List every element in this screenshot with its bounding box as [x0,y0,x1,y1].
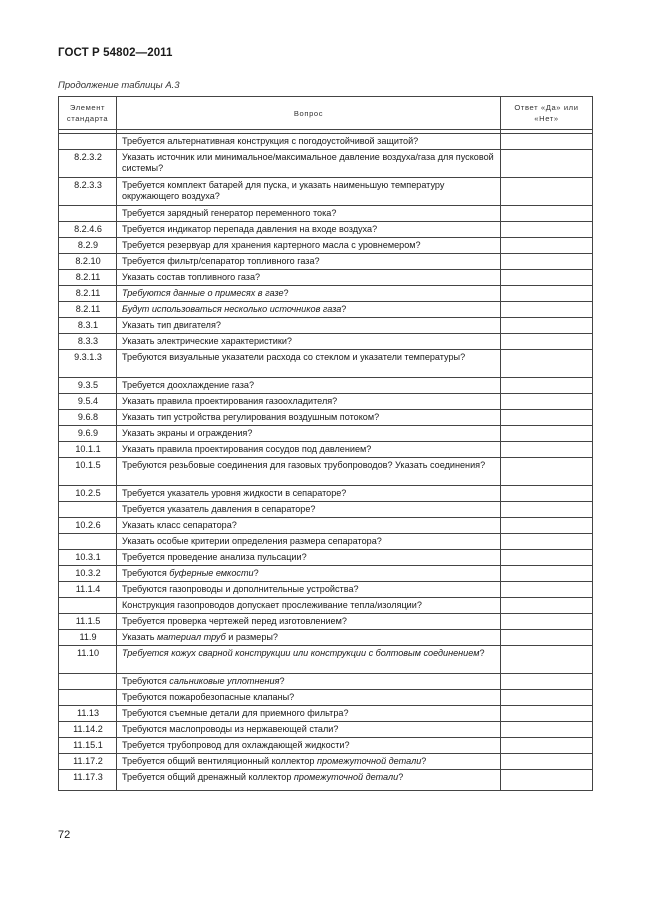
table-row [59,754,593,770]
answer-cell[interactable] [501,426,593,442]
answer-cell[interactable] [501,770,593,791]
answer-cell[interactable] [501,178,593,206]
standard-element-cell: 8.3.3 [59,334,117,350]
question-text: Указать экраны и ограждения? [122,428,253,438]
standard-element-cell: 10.3.2 [59,566,117,582]
question-cell [117,722,501,738]
answer-cell[interactable] [501,318,593,334]
question-text: ? [279,676,285,686]
question-cell [117,286,501,302]
answer-cell[interactable] [501,458,593,486]
question-cell [117,550,501,566]
question-text: Требуется резервуар для хранения картерного масла с уровнемером? [122,240,421,250]
question-text: Указать правила проектирования сосудов под давлением? [122,444,372,454]
standard-element-cell: 8.2.11 [59,286,117,302]
table-row [59,722,593,738]
answer-cell[interactable] [501,550,593,566]
question-text-italic: Требуются данные о примесях в газе [122,288,284,298]
question-text: Указать правила проектирования газоохладителя? [122,396,338,406]
question-text: Требуется указатель давления в сепараторе? [122,504,316,514]
question-cell [117,458,501,486]
answer-cell[interactable] [501,222,593,238]
table-row [59,350,593,378]
standard-element-cell: 11.14.2 [59,722,117,738]
question-cell [117,690,501,706]
question-cell [117,254,501,270]
table-row [59,582,593,598]
question-cell [117,270,501,286]
answer-cell[interactable] [501,238,593,254]
question-text-italic: сальниковые уплотнения [169,676,280,686]
standard-element-cell: 11.9 [59,630,117,646]
table-row [59,598,593,614]
table-row [59,690,593,706]
questions-table [58,96,593,791]
table-caption: Продолжение таблицы А.3 [58,80,180,91]
question-text: Требуется доохлаждение газа? [122,380,255,390]
table-row [59,286,593,302]
question-cell [117,582,501,598]
table-row [59,150,593,178]
question-cell [117,426,501,442]
question-text: Требуются резьбовые соединения для газовых трубопроводов? Указать соединения? [122,460,486,470]
table-row [59,534,593,550]
table-row [59,630,593,646]
table-row [59,674,593,690]
table-row [59,378,593,394]
standard-element-cell: 8.2.11 [59,302,117,318]
question-text: Указать особые критерии определения размера сепаратора? [122,536,382,546]
question-cell [117,350,501,378]
table-row [59,614,593,630]
standard-element-cell: 8.2.11 [59,270,117,286]
answer-cell[interactable] [501,378,593,394]
table-row [59,134,593,150]
question-cell [117,646,501,674]
question-cell [117,614,501,630]
standard-element-cell: 11.17.2 [59,754,117,770]
answer-cell[interactable] [501,534,593,550]
table-row [59,706,593,722]
question-cell [117,566,501,582]
table-row [59,486,593,502]
table-row [59,426,593,442]
question-cell [117,486,501,502]
standard-element-cell: 8.2.10 [59,254,117,270]
standard-element-cell: 8.2.3.3 [59,178,117,206]
question-text-italic: Будут использоваться несколько источников газа [122,304,342,314]
standard-element-cell: 9.5.4 [59,394,117,410]
question-cell [117,534,501,550]
standard-element-cell: 9.6.9 [59,426,117,442]
question-cell [117,674,501,690]
standard-element-cell: 10.1.1 [59,442,117,458]
question-cell [117,178,501,206]
question-text: Требуется зарядный генератор переменного тока? [122,208,337,218]
standard-element-cell [59,502,117,518]
question-cell [117,206,501,222]
table-row [59,770,593,791]
question-text: Требуется комплект батарей для пуска, и указать наименьшую температуру окружающего воздуха? [122,180,445,202]
answer-cell[interactable] [501,706,593,722]
question-text-italic: буферные емкости [169,568,254,578]
question-text: Конструкция газопроводов допускает прослеживание тепла/изоляции? [122,600,422,610]
standard-element-cell: 8.2.4.6 [59,222,117,238]
table-header-row [59,97,593,130]
question-cell [117,770,501,791]
table-row [59,318,593,334]
answer-cell[interactable] [501,254,593,270]
standard-element-cell: 10.2.6 [59,518,117,534]
question-text: Требуется трубопровод для охлаждающей жидкости? [122,740,350,750]
question-cell [117,410,501,426]
table-row [59,458,593,486]
question-text: Указать тип двигателя? [122,320,221,330]
table-row [59,222,593,238]
table-row [59,502,593,518]
question-cell [117,150,501,178]
table-row [59,646,593,674]
question-text: Требуются маслопроводы из нержавеющей стали? [122,724,339,734]
question-text: Требуется фильтр/сепаратор топливного газа? [122,256,320,266]
question-cell [117,754,501,770]
column-header-answer: Ответ «Да» или «Нет» [501,97,593,130]
standard-element-cell: 10.3.1 [59,550,117,566]
answer-cell[interactable] [501,442,593,458]
question-text: Требуется проверка чертежей перед изготовлением? [122,616,347,626]
question-text-italic: материал труб [156,632,226,642]
question-cell [117,302,501,318]
answer-cell[interactable] [501,738,593,754]
question-text: Требуется индикатор перепада давления на входе воздуха? [122,224,378,234]
question-text: Указать электрические характеристики? [122,336,292,346]
question-text: Требуются газопроводы и дополнительные устройства? [122,584,359,594]
question-cell [117,598,501,614]
column-header-element: Элемент стандарта [59,97,117,130]
standard-element-cell: 8.2.3.2 [59,150,117,178]
answer-cell[interactable] [501,350,593,378]
answer-cell[interactable] [501,566,593,582]
question-text: Указать тип устройства регулирования воздушным потоком? [122,412,380,422]
question-cell [117,442,501,458]
question-text: ? [253,568,259,578]
question-text: Требуется проведение анализа пульсации? [122,552,307,562]
question-text: Требуются [122,676,170,686]
table-row [59,550,593,566]
table-row [59,206,593,222]
answer-cell[interactable] [501,502,593,518]
question-text: Требуется указатель уровня жидкости в сепараторе? [122,488,347,498]
answer-cell[interactable] [501,614,593,630]
standard-element-cell [59,134,117,150]
standard-element-cell [59,674,117,690]
question-cell [117,738,501,754]
table-row [59,238,593,254]
table-row [59,302,593,318]
question-cell [117,222,501,238]
question-cell [117,318,501,334]
answer-cell[interactable] [501,582,593,598]
answer-cell[interactable] [501,302,593,318]
table-row [59,394,593,410]
question-text: ? [398,772,404,782]
document-header: ГОСТ Р 54802—2011 [58,47,173,59]
question-text: Требуются [122,568,170,578]
question-text: Требуются съемные детали для приемного фильтра? [122,708,349,718]
table-row [59,518,593,534]
question-text: Требуются визуальные указатели расхода со стеклом и указатели температуры? [122,352,466,362]
standard-element-cell [59,534,117,550]
table-body [59,130,593,791]
table-row [59,178,593,206]
standard-element-cell: 10.1.5 [59,458,117,486]
question-text: Указать [122,632,157,642]
question-cell [117,134,501,150]
column-header-question: Вопрос [117,97,501,130]
table-row [59,738,593,754]
question-cell [117,238,501,254]
question-cell [117,630,501,646]
answer-cell[interactable] [501,598,593,614]
question-cell [117,334,501,350]
standard-element-cell: 11.15.1 [59,738,117,754]
answer-cell[interactable] [501,270,593,286]
standard-element-cell: 8.3.1 [59,318,117,334]
question-cell [117,378,501,394]
question-text: Требуется альтернативная конструкция с погодоустойчивой защитой? [122,136,419,146]
page-number: 72 [58,829,71,841]
question-text-italic: Требуется кожух сварной конструкции или конструкции с болтовым соединением [122,648,480,658]
table-row [59,334,593,350]
question-cell [117,518,501,534]
standard-element-cell: 11.17.3 [59,770,117,791]
question-text: Указать источник или минимальное/максимальное давление воздуха/газа для пусковой системы? [122,152,494,174]
question-cell [117,706,501,722]
answer-cell[interactable] [501,394,593,410]
answer-cell[interactable] [501,518,593,534]
question-text: ? [479,648,485,658]
answer-cell[interactable] [501,334,593,350]
answer-cell[interactable] [501,206,593,222]
standard-element-cell [59,206,117,222]
standard-element-cell: 10.2.5 [59,486,117,502]
question-text: ? [283,288,289,298]
question-text: ? [341,304,347,314]
standard-element-cell [59,690,117,706]
standard-element-cell: 11.1.5 [59,614,117,630]
question-text: Требуется общий дренажный коллектор [122,772,294,782]
standard-element-cell: 9.6.8 [59,410,117,426]
standard-element-cell: 11.13 [59,706,117,722]
answer-cell[interactable] [501,486,593,502]
table-row [59,410,593,426]
answer-cell[interactable] [501,134,593,150]
standard-element-cell: 11.1.4 [59,582,117,598]
question-text: Указать класс сепаратора? [122,520,237,530]
answer-cell[interactable] [501,754,593,770]
question-text: Указать состав топливного газа? [122,272,261,282]
answer-cell[interactable] [501,286,593,302]
answer-cell[interactable] [501,722,593,738]
answer-cell[interactable] [501,646,593,674]
answer-cell[interactable] [501,150,593,178]
question-text: Требуется общий вентиляционный коллектор [122,756,317,766]
answer-cell[interactable] [501,690,593,706]
table-row [59,254,593,270]
answer-cell[interactable] [501,674,593,690]
question-cell [117,394,501,410]
standard-element-cell: 9.3.5 [59,378,117,394]
standard-element-cell [59,598,117,614]
table-row [59,270,593,286]
question-text: и размеры? [225,632,278,642]
table-row [59,442,593,458]
standard-element-cell: 8.2.9 [59,238,117,254]
standard-element-cell: 11.10 [59,646,117,674]
answer-cell[interactable] [501,630,593,646]
question-text: ? [421,756,427,766]
question-text-italic: промежуточной детали [316,756,422,766]
question-cell [117,502,501,518]
standard-element-cell: 9.3.1.3 [59,350,117,378]
question-text: Требуются пожаробезопасные клапаны? [122,692,295,702]
table-row [59,566,593,582]
question-text-italic: промежуточной детали [293,772,399,782]
answer-cell[interactable] [501,410,593,426]
